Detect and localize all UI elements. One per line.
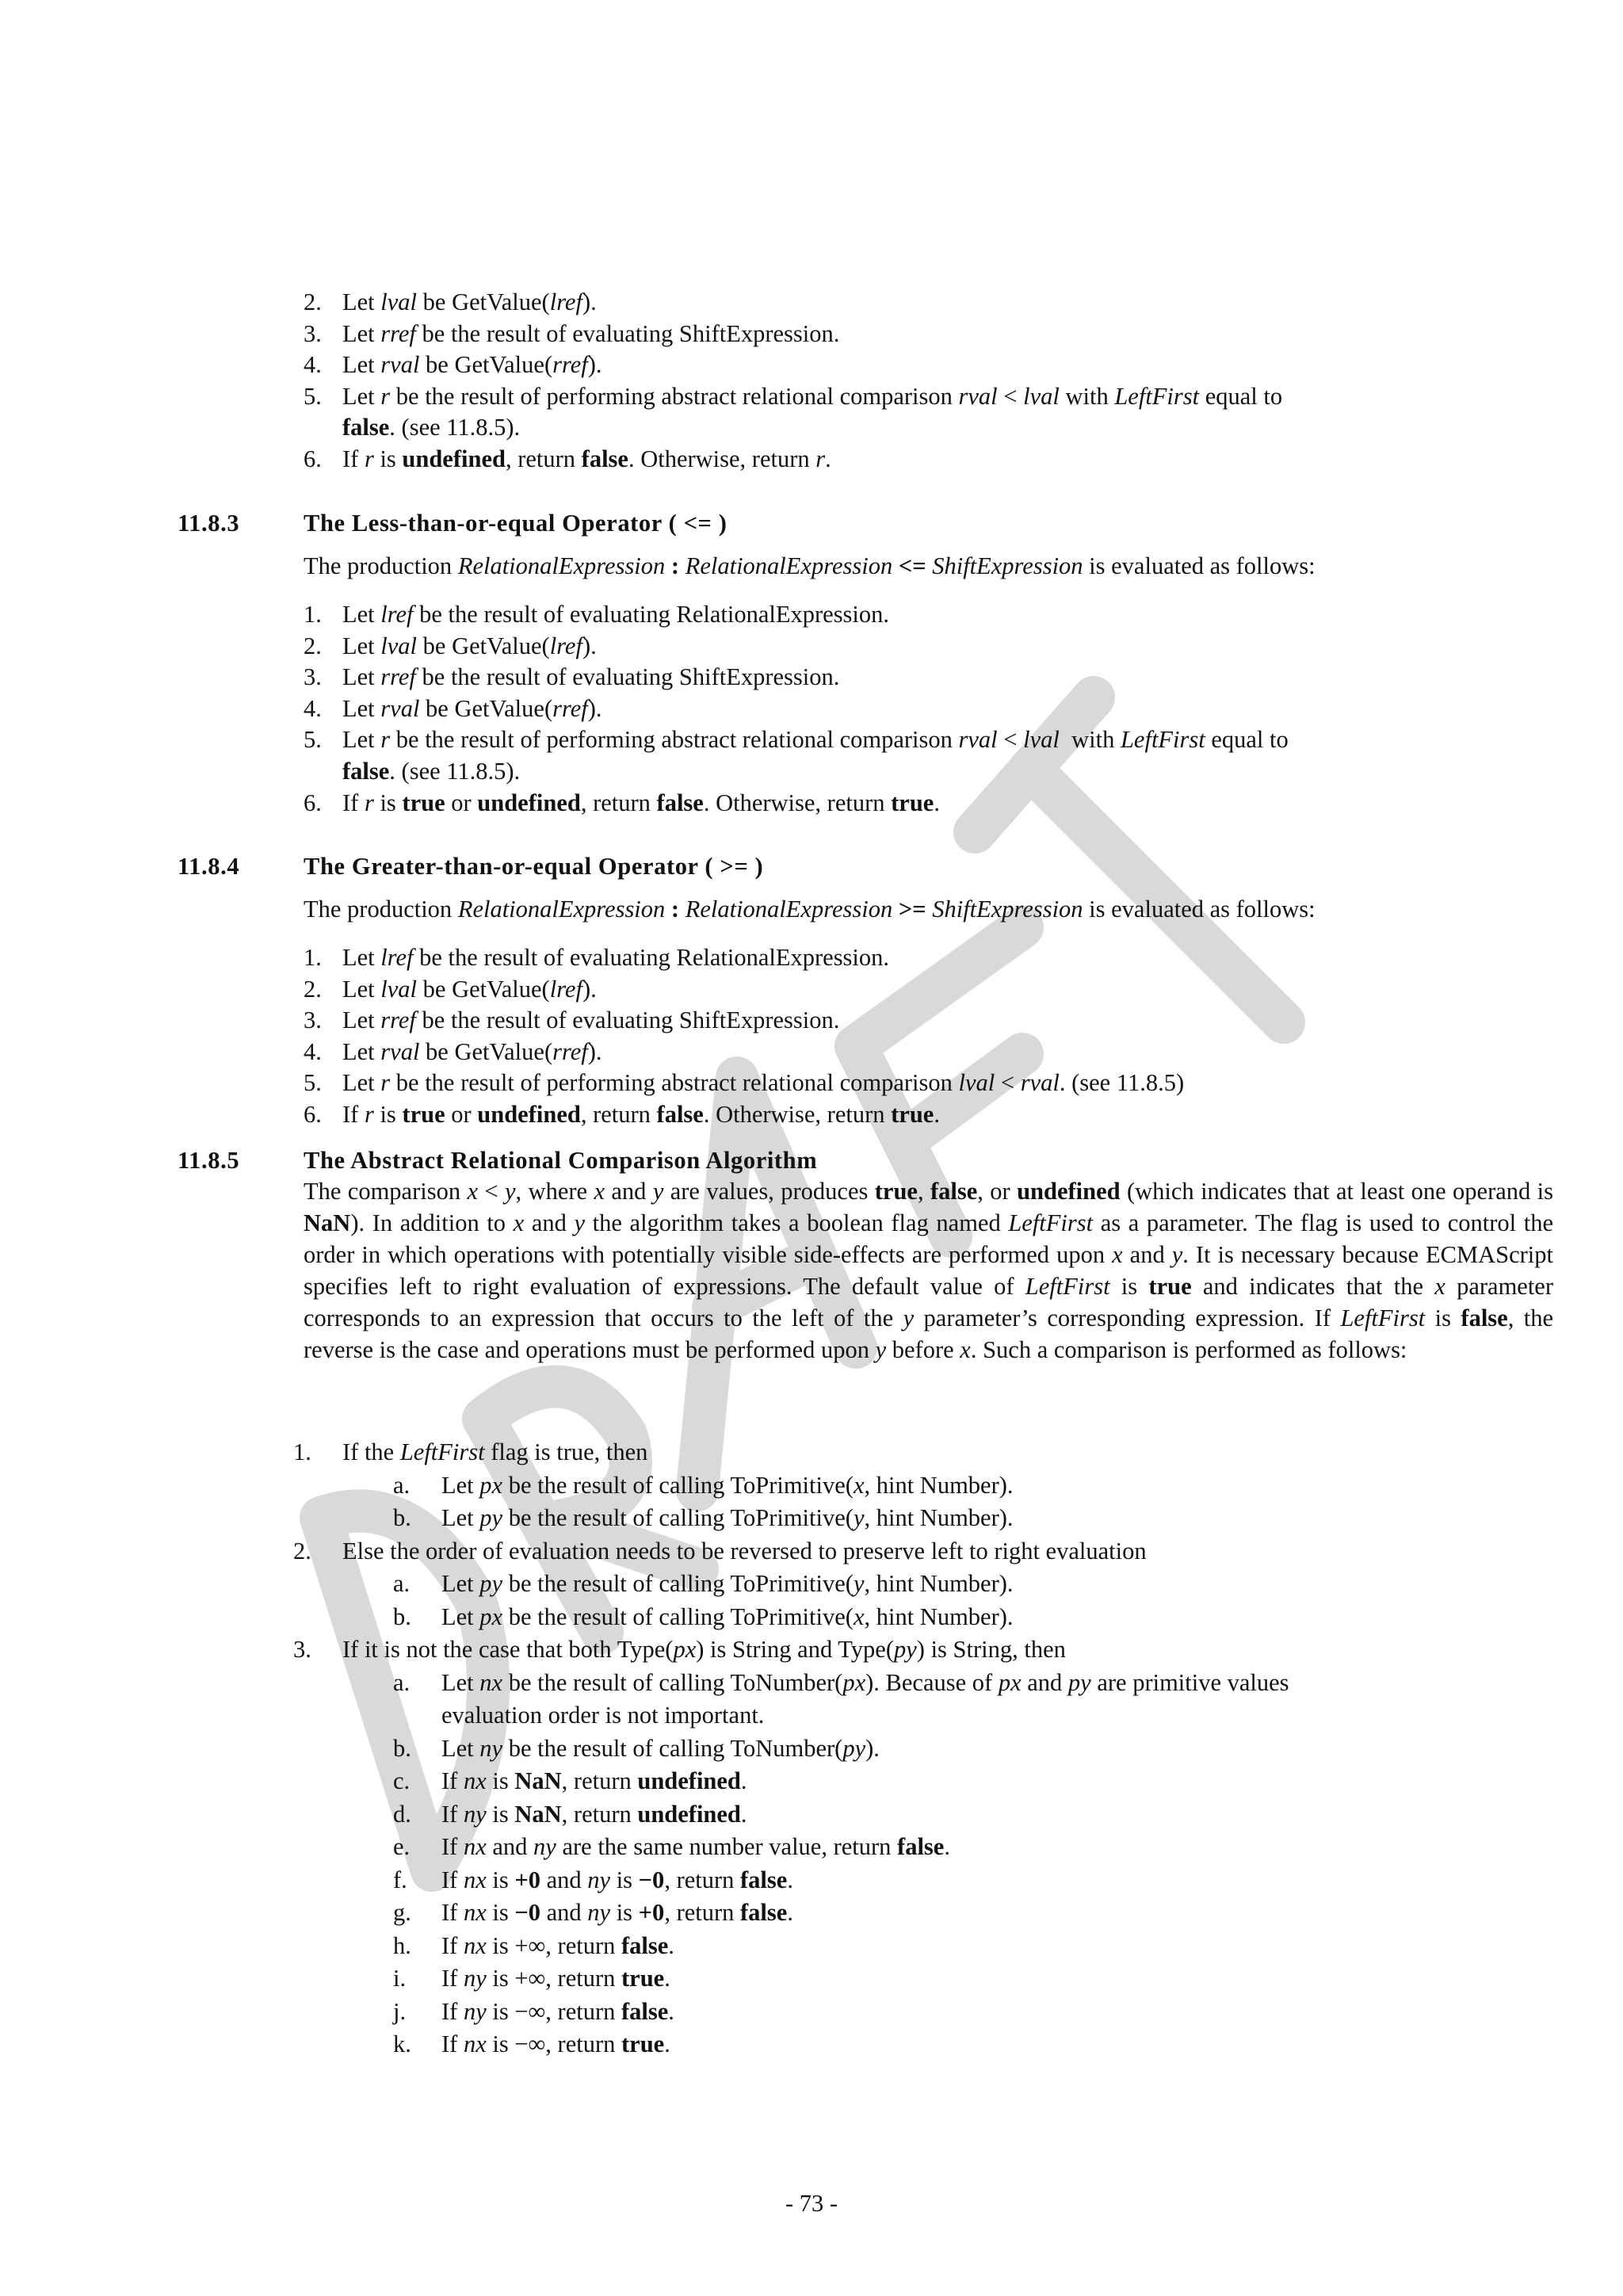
step-number: 3. bbox=[293, 1636, 311, 1663]
substep-marker: h. bbox=[393, 1931, 411, 1959]
step-text: If r is undefined, return false. Otherwise, return r. bbox=[342, 445, 831, 472]
substep-marker: d. bbox=[393, 1800, 411, 1828]
substep-text: If nx is −∞, return true. bbox=[441, 2030, 670, 2057]
step-text: Let rval be GetValue(rref). bbox=[342, 1037, 602, 1065]
substep-marker: a. bbox=[393, 1668, 411, 1696]
step-number: 6. bbox=[304, 445, 322, 472]
step-number: 3. bbox=[304, 663, 322, 691]
step-number: 3. bbox=[304, 1007, 322, 1034]
step-text: Let r be the result of performing abstract relational comparison lval < rval. (see 11.8.5) bbox=[342, 1069, 1185, 1097]
substep-marker: e. bbox=[393, 1833, 411, 1860]
step-number: 2. bbox=[304, 975, 322, 1003]
step-number: 1. bbox=[304, 601, 322, 628]
production-11-8-3: The production RelationalExpression : RelationalExpression <= ShiftExpression is evaluated as follows: bbox=[304, 552, 1316, 579]
step-text: Else the order of evaluation needs to be reversed to preserve left to right evaluation bbox=[342, 1537, 1147, 1564]
substep-marker: b. bbox=[393, 1603, 411, 1630]
substep-text: evaluation order is not important. bbox=[441, 1702, 765, 1729]
step-text: Let rval be GetValue(rref). bbox=[342, 351, 602, 379]
step-text: Let r be the result of performing abstract relational comparison rval < lval with LeftFirst equal to bbox=[342, 382, 1283, 410]
substep-text: If ny is −∞, return false. bbox=[441, 1997, 674, 2025]
substep-text: If ny is +∞, return true. bbox=[441, 1965, 670, 1992]
substep-text: Let nx be the result of calling ToNumber(px). Because of px and py are primitive values bbox=[441, 1668, 1289, 1696]
step-number: 4. bbox=[304, 1037, 322, 1065]
step-number: 1. bbox=[293, 1438, 311, 1465]
section-number-11-8-4: 11.8.4 bbox=[178, 853, 240, 880]
substep-marker: b. bbox=[393, 1734, 411, 1762]
step-number: 2. bbox=[304, 288, 322, 315]
section-paragraph-11-8-5: The comparison x < y, where x and y are values, produces true, false, or undefined (which indicates that at least one operand is NaN). In addition to x and y the algorithm takes a boolean flag named LeftFirst as a parameter. The flag is used to control the order in which operations with potentially visible side-effects are performed upon x and y. It is necessary because ECMAScript specifies left to right evaluation of expressions. The default value of LeftFirst is true and indicates that the x parameter corresponds to an expression that occurs to the left of the y parameter’s corresponding expression. If LeftFirst is false, the reverse is the case and operations must be performed upon y before x. Such a comparison is performed as follows: bbox=[304, 1178, 1554, 1363]
substep-marker: g. bbox=[393, 1899, 411, 1926]
step-text: Let rref be the result of evaluating ShiftExpression. bbox=[342, 1007, 840, 1034]
step-number: 4. bbox=[304, 351, 322, 379]
step-number: 2. bbox=[304, 632, 322, 659]
step-text: If r is true or undefined, return false. Otherwise, return true. bbox=[342, 1101, 940, 1128]
section-title-11-8-4: The Greater-than-or-equal Operator ( >= ) bbox=[304, 853, 764, 880]
step-text: If it is not the case that both Type(px) is String and Type(py) is String, then bbox=[342, 1636, 1066, 1663]
section-number-11-8-3: 11.8.3 bbox=[178, 510, 240, 537]
substep-marker: a. bbox=[393, 1471, 411, 1499]
step-text: Let lval be GetValue(lref). bbox=[342, 288, 597, 315]
step-number: 4. bbox=[304, 694, 322, 722]
step-number: 6. bbox=[304, 1101, 322, 1128]
substep-marker: a. bbox=[393, 1570, 411, 1597]
step-number: 5. bbox=[304, 726, 322, 754]
substep-marker: c. bbox=[393, 1767, 411, 1794]
substep-text: Let px be the result of calling ToPrimitive(x, hint Number). bbox=[441, 1471, 1014, 1499]
substep-marker: f. bbox=[393, 1866, 407, 1893]
step-text: If r is true or undefined, return false. Otherwise, return true. bbox=[342, 789, 940, 816]
section-title-11-8-3: The Less-than-or-equal Operator ( <= ) bbox=[304, 510, 727, 537]
substep-text: If nx is +0 and ny is −0, return false. bbox=[441, 1866, 793, 1893]
substep-text: Let py be the result of calling ToPrimitive(y, hint Number). bbox=[441, 1504, 1014, 1531]
step-number: 6. bbox=[304, 789, 322, 816]
substep-text: If nx is +∞, return false. bbox=[441, 1931, 674, 1959]
page-number: - 73 - bbox=[785, 2190, 838, 2217]
production-11-8-4: The production RelationalExpression : RelationalExpression >= ShiftExpression is evaluated as follows: bbox=[304, 896, 1316, 923]
substep-text: Let ny be the result of calling ToNumber(py). bbox=[441, 1734, 880, 1762]
step-text: false. (see 11.8.5). bbox=[342, 758, 521, 785]
step-number: 5. bbox=[304, 382, 322, 410]
substep-marker: b. bbox=[393, 1504, 411, 1531]
step-text: Let lref be the result of evaluating RelationalExpression. bbox=[342, 944, 890, 971]
step-text: Let lval be GetValue(lref). bbox=[342, 632, 597, 659]
step-text: Let rval be GetValue(rref). bbox=[342, 694, 602, 722]
step-number: 5. bbox=[304, 1069, 322, 1097]
substep-text: If nx is NaN, return undefined. bbox=[441, 1767, 747, 1794]
step-text: Let lref be the result of evaluating RelationalExpression. bbox=[342, 601, 890, 628]
substep-text: Let py be the result of calling ToPrimitive(y, hint Number). bbox=[441, 1570, 1014, 1597]
step-text: Let lval be GetValue(lref). bbox=[342, 975, 597, 1003]
step-number: 1. bbox=[304, 944, 322, 971]
step-text: Let rref be the result of evaluating ShiftExpression. bbox=[342, 319, 840, 347]
substep-marker: i. bbox=[393, 1965, 407, 1992]
substep-marker: j. bbox=[393, 1997, 407, 2025]
step-text: Let r be the result of performing abstract relational comparison rval < lval with LeftFirst equal to bbox=[342, 726, 1289, 754]
step-text: If the LeftFirst flag is true, then bbox=[342, 1438, 648, 1465]
step-number: 2. bbox=[293, 1537, 311, 1564]
step-text: false. (see 11.8.5). bbox=[342, 414, 521, 441]
substep-text: If nx is −0 and ny is +0, return false. bbox=[441, 1899, 793, 1926]
step-number: 3. bbox=[304, 319, 322, 347]
substep-text: If ny is NaN, return undefined. bbox=[441, 1800, 747, 1828]
section-number-11-8-5: 11.8.5 bbox=[178, 1147, 240, 1174]
substep-marker: k. bbox=[393, 2030, 411, 2057]
section-title-11-8-5: The Abstract Relational Comparison Algorithm bbox=[304, 1147, 818, 1174]
step-text: Let rref be the result of evaluating ShiftExpression. bbox=[342, 663, 840, 691]
substep-text: Let px be the result of calling ToPrimitive(x, hint Number). bbox=[441, 1603, 1014, 1630]
substep-text: If nx and ny are the same number value, return false. bbox=[441, 1833, 950, 1860]
